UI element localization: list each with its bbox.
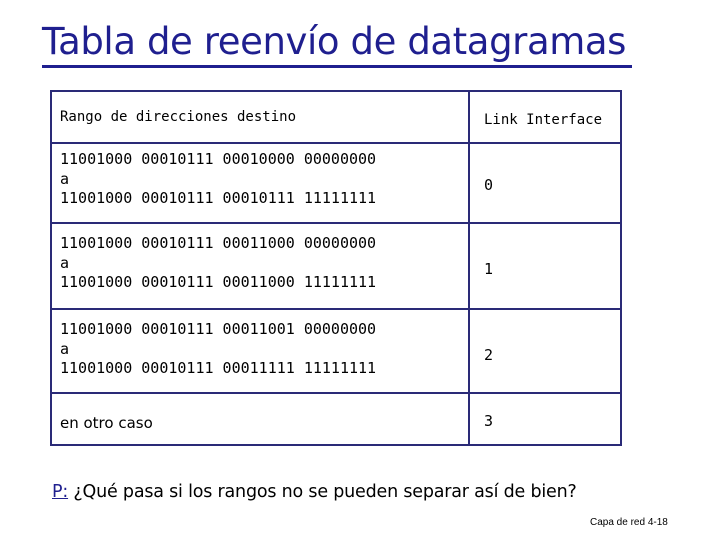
slide-footer: Capa de red 4-18 [590, 517, 668, 528]
table-row [60, 234, 376, 293]
page-title: Tabla de reenvío de datagramas [42, 20, 627, 63]
range-connector: a [60, 253, 70, 272]
range-connector: a [60, 339, 70, 358]
question-label: P: [52, 482, 69, 502]
header-interface: Link Interface [484, 112, 603, 128]
range-end: 11001000 00010111 00011000 11111111 [60, 273, 377, 291]
row-divider [52, 392, 620, 394]
header-range: Rango de direcciones destino [60, 109, 297, 125]
question-text: ¿Qué pasa si los rangos no se pueden separar así de bien? [68, 482, 577, 502]
range-start: 11001000 00010111 00011000 00000000 [60, 234, 377, 252]
range-connector: a [60, 169, 70, 188]
interface-value: 3 [484, 412, 494, 430]
row-divider [52, 142, 620, 144]
row-divider [52, 308, 620, 310]
table-row [60, 150, 376, 209]
row-divider [52, 222, 620, 224]
interface-value: 1 [484, 260, 494, 278]
table-row [60, 320, 376, 379]
question [52, 482, 577, 502]
range-end: 11001000 00010111 00011111 11111111 [60, 359, 377, 377]
otherwise-label: en otro caso [60, 414, 153, 432]
interface-value: 0 [484, 176, 494, 194]
interface-value: 2 [484, 346, 494, 364]
range-start: 11001000 00010111 00010000 00000000 [60, 150, 377, 168]
forwarding-table [50, 90, 622, 446]
range-end: 11001000 00010111 00010111 11111111 [60, 189, 377, 207]
range-start: 11001000 00010111 00011001 00000000 [60, 320, 377, 338]
title-underline [42, 65, 632, 68]
